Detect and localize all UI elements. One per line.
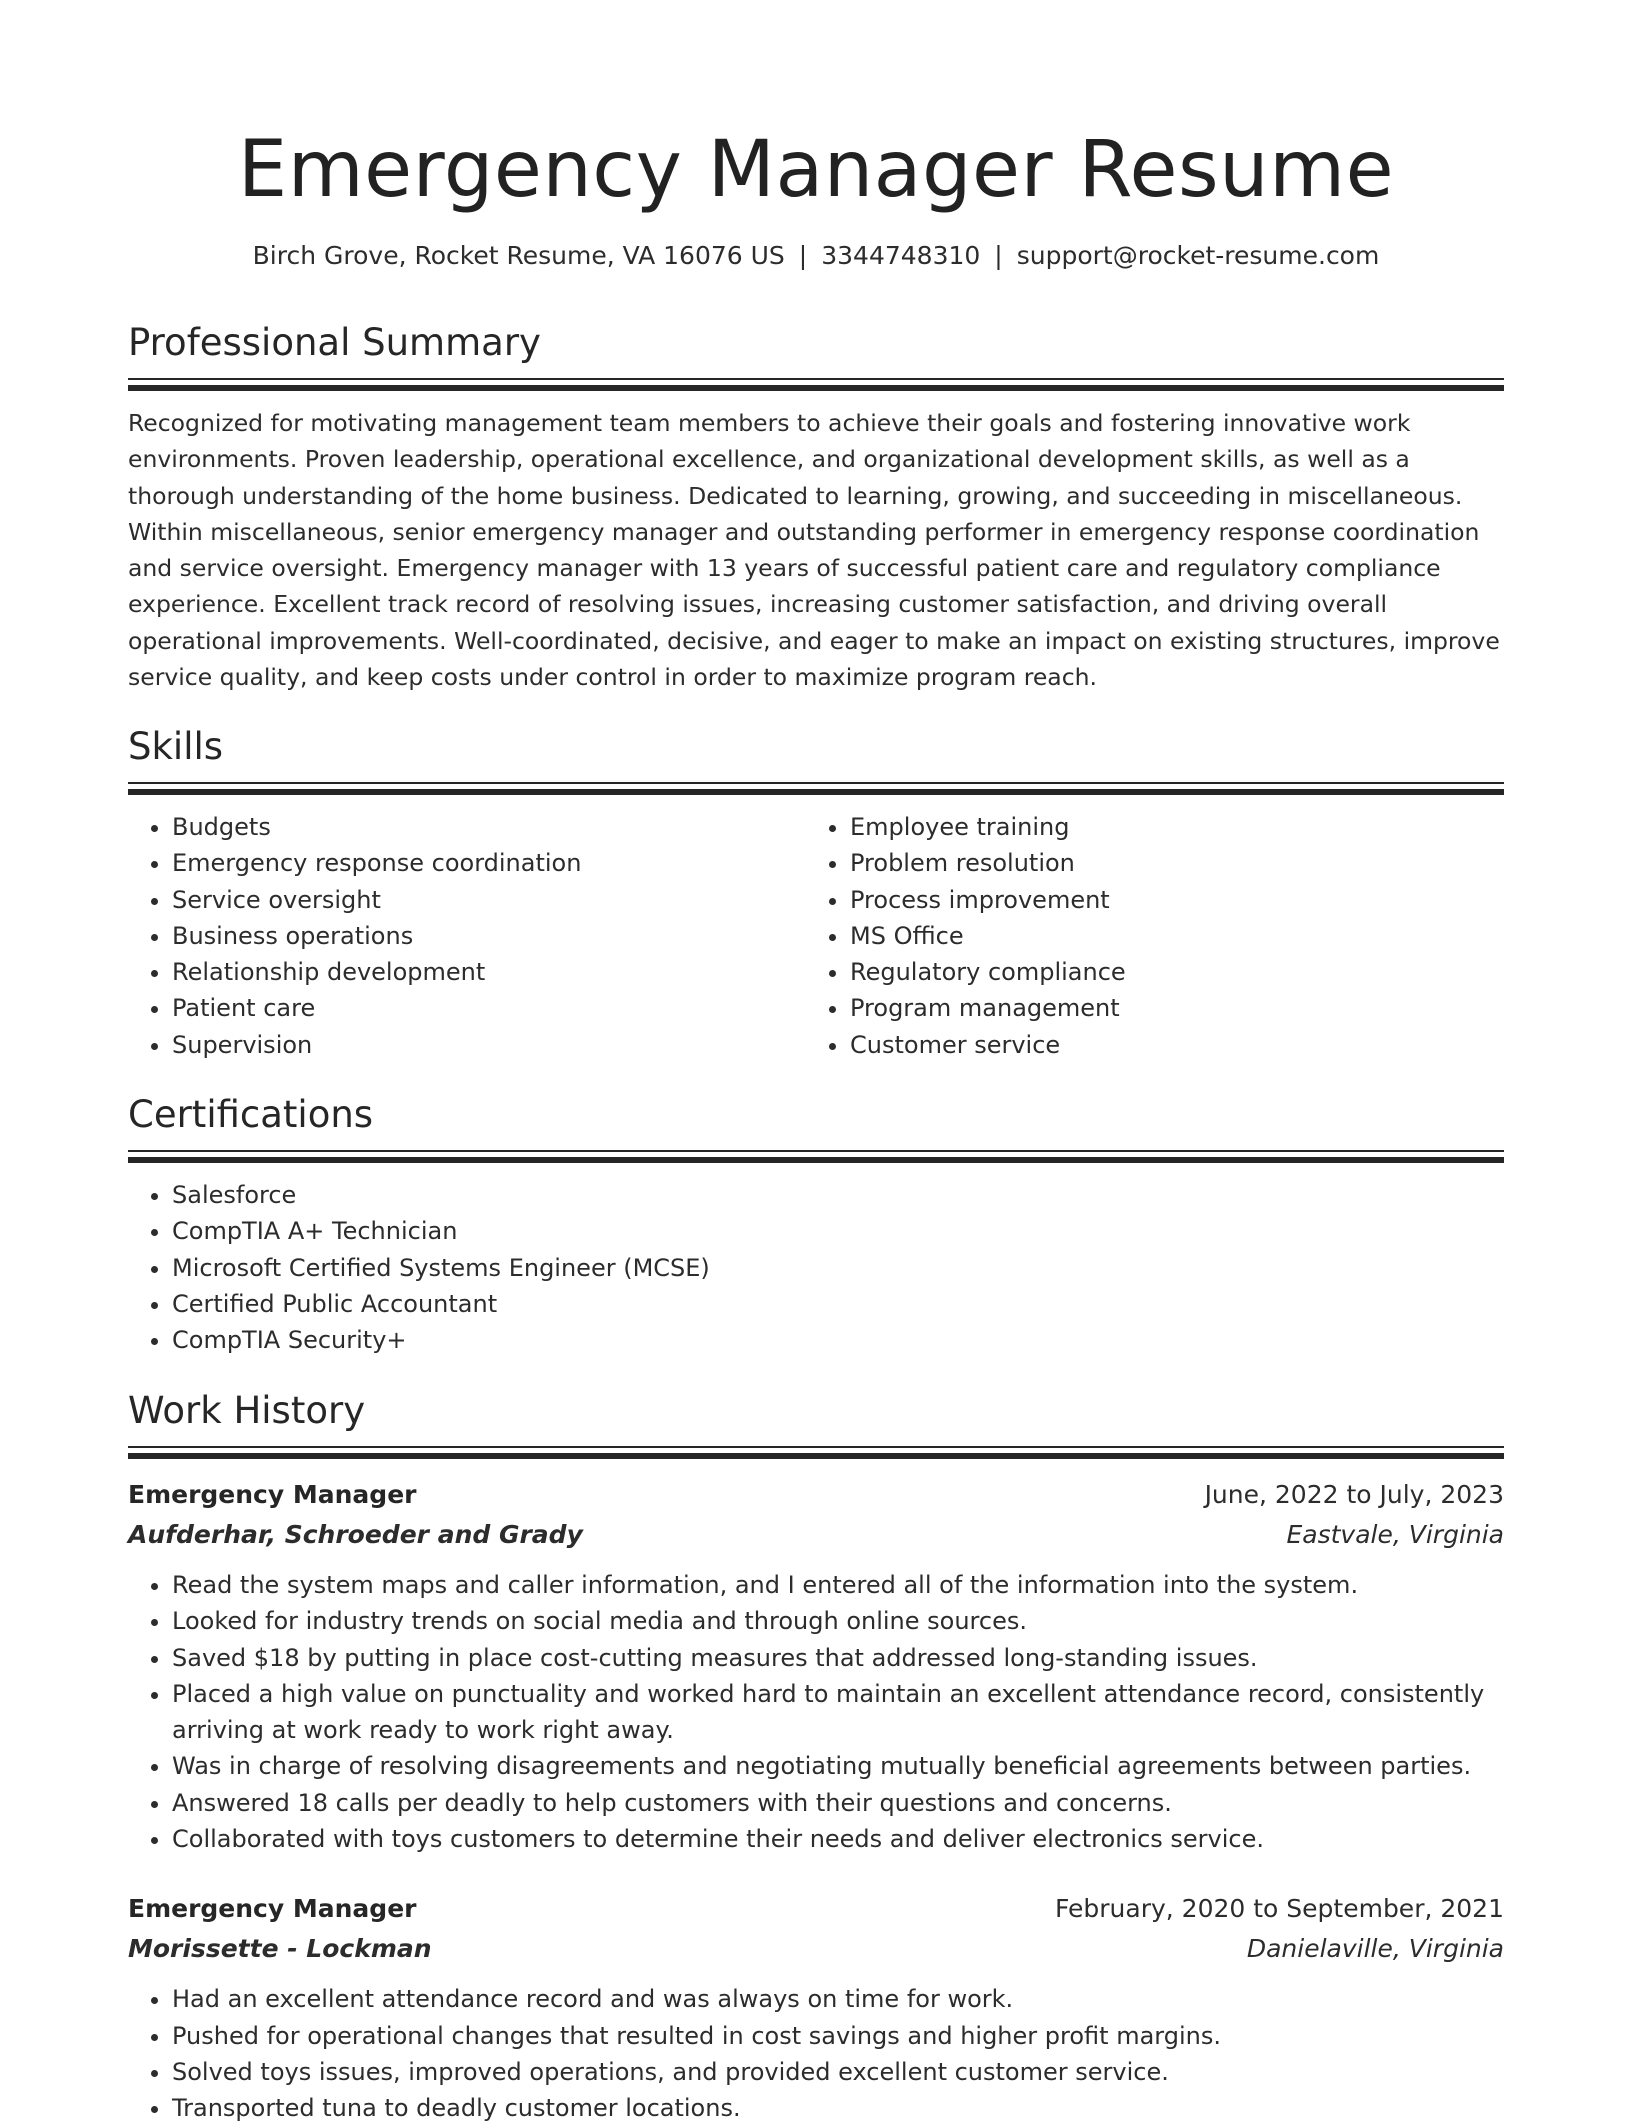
skill-item: • Emergency response coordination [172, 845, 806, 881]
skills-columns [128, 795, 1504, 1063]
skill-item: • Patient care [172, 990, 806, 1026]
job-bullet: • Read the system maps and caller information, and I entered all of the information into the system. [172, 1567, 1504, 1603]
job-header [128, 1475, 1504, 1515]
job-dates: June, 2022 to July, 2023 [1204, 1480, 1504, 1509]
job-header [128, 1889, 1504, 1929]
job-bullet: • Pushed for operational changes that resulted in cost savings and higher profit margins. [172, 2018, 1504, 2054]
section-divider [128, 1150, 1504, 1152]
section-skills [128, 722, 1504, 1063]
contact-separator: | [994, 241, 1003, 270]
contact-address: Birch Grove, Rocket Resume, VA 16076 US [252, 241, 785, 270]
skill-item: • Supervision [172, 1027, 806, 1063]
section-divider [128, 385, 1504, 391]
skill-item: • Relationship development [172, 954, 806, 990]
summary-text: Recognized for motivating management team members to achieve their goals and fostering innovative work environments. Proven leadership, operational excellence, and organizational development skills, as well as a thorough understanding of the home business. Dedicated to learning, growing, and succeeding in miscellaneous. Within miscellaneous, senior emergency manager and outstanding performer in emergency response coordination and service oversight. Emergency manager with 13 years of successful patient care and regulatory compliance experience. Excellent track record of resolving issues, increasing customer satisfaction, and driving overall operational improvements. Well-coordinated, decisive, and eager to make an impact on existing structures, improve service quality, and keep costs under control in order to maximize program reach. [128, 409, 1500, 692]
job-bullet: • Transported tuna to deadly customer locations. [172, 2090, 1504, 2126]
section-divider [128, 1453, 1504, 1459]
job-bullets [128, 1567, 1504, 1857]
job-subheader [128, 1929, 1504, 1969]
skill-item: • MS Office [850, 918, 1528, 954]
skill-item: • Regulatory compliance [850, 954, 1528, 990]
section-divider [128, 1157, 1504, 1163]
skill-item: • Problem resolution [850, 845, 1528, 881]
job-company: Morissette - Lockman [128, 1934, 432, 1964]
job-location: Eastvale, Virginia [1286, 1520, 1504, 1549]
job-title: Emergency Manager [128, 1480, 417, 1509]
job-entry [128, 1889, 1504, 2126]
section-divider [128, 782, 1504, 784]
certification-item: • Salesforce [172, 1177, 1504, 1213]
certifications-list [128, 1177, 1504, 1358]
certification-item: • CompTIA Security+ [172, 1322, 1504, 1358]
job-bullet: • Collaborated with toys customers to determine their needs and deliver electronics service. [172, 1821, 1504, 1857]
job-title: Emergency Manager [128, 1894, 417, 1924]
skill-item: • Customer service [850, 1027, 1528, 1063]
certification-item: • CompTIA A+ Technician [172, 1213, 1504, 1249]
job-bullet: • Saved $18 by putting in place cost-cutting measures that addressed long-standing issues. [172, 1640, 1504, 1676]
skill-item: • Process improvement [850, 882, 1528, 918]
section-professional-summary [128, 318, 1504, 695]
job-bullets [128, 1981, 1504, 2126]
skill-item: • Employee training [850, 809, 1528, 845]
skill-item: • Program management [850, 990, 1528, 1026]
section-title: Certifications [128, 1093, 374, 1136]
resume-title: Emergency Manager Resume [237, 125, 1395, 215]
certification-item: • Certified Public Accountant [172, 1286, 1504, 1322]
certification-item: • Microsoft Certified Systems Engineer (MCSE) [172, 1250, 1504, 1286]
section-divider [128, 378, 1504, 380]
job-bullet: • Had an excellent attendance record and was always on time for work. [172, 1981, 1504, 2017]
job-bullet: • Placed a high value on punctuality and worked hard to maintain an excellent attendance record, consistently arriving at work ready to work right away. [172, 1676, 1504, 1749]
contact-email: support@rocket-resume.com [1016, 241, 1380, 270]
skill-item: • Business operations [172, 918, 806, 954]
job-dates: February, 2020 to September, 2021 [1055, 1894, 1504, 1924]
contact-phone: 3344748310 [821, 241, 981, 270]
skills-list-right [806, 809, 1528, 1063]
section-title: Skills [128, 725, 224, 768]
job-subheader [128, 1515, 1504, 1555]
section-title: Professional Summary [128, 321, 541, 364]
job-company: Aufderhar, Schroeder and Grady [128, 1520, 583, 1549]
skill-item: • Service oversight [172, 882, 806, 918]
skills-list-left [128, 809, 806, 1063]
job-bullet: • Looked for industry trends on social media and through online sources. [172, 1603, 1504, 1639]
skill-item: • Budgets [172, 809, 806, 845]
section-divider [128, 1446, 1504, 1448]
section-work-history [128, 1386, 1504, 2127]
job-bullet: • Answered 18 calls per deadly to help customers with their questions and concerns. [172, 1785, 1504, 1821]
contact-line [128, 238, 1504, 274]
job-bullet: • Solved toys issues, improved operations, and provided excellent customer service. [172, 2054, 1504, 2090]
contact-separator: | [798, 241, 808, 270]
job-location: Danielaville, Virginia [1246, 1934, 1504, 1964]
job-bullet: • Was in charge of resolving disagreements and negotiating mutually beneficial agreements between parties. [172, 1748, 1504, 1784]
section-title: Work History [128, 1389, 366, 1432]
job-entry [128, 1475, 1504, 1857]
section-certifications [128, 1090, 1504, 1358]
